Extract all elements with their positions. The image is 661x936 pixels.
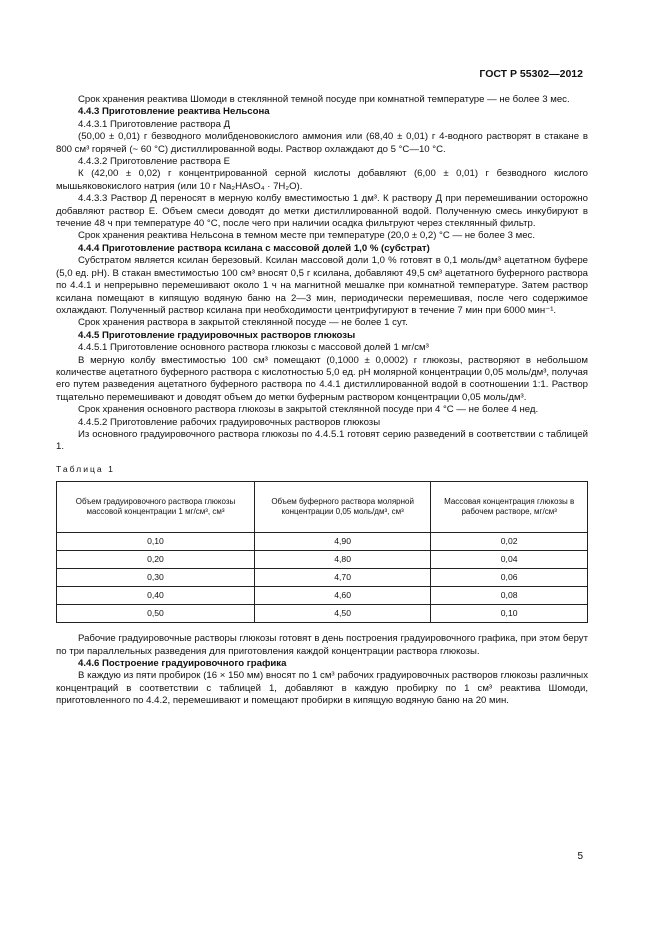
table-cell: 4,60 bbox=[254, 587, 430, 605]
table-cell: 0,06 bbox=[431, 569, 588, 587]
subheading-4-4-3-2: 4.4.3.2 Приготовление раствора Е bbox=[78, 156, 231, 168]
heading-4-4-4: 4.4.4 Приготовление раствора ксилана с массовой долей 1,0 % (субстрат) bbox=[78, 242, 430, 254]
table-cell: 4,70 bbox=[254, 569, 430, 587]
table-row bbox=[57, 533, 588, 551]
heading-4-4-5: 4.4.5 Приготовление градуировочных растворов глюкозы bbox=[78, 329, 356, 341]
table-cell: 0,20 bbox=[57, 551, 255, 569]
paragraph-4-4-3-2: К (42,00 ± 0,02) г концентрированной серной кислоты добавляют (6,00 ± 0,01) г безводного кислого мышьяковокислого натрия (или 10 г Na₂HAsO₄ · 7H₂O). bbox=[56, 168, 588, 192]
table-row bbox=[57, 605, 588, 623]
paragraph-xylan-storage: Срок хранения раствора в закрытой стеклянной посуде — не более 1 сут. bbox=[78, 317, 408, 329]
table-header-cell: Массовая концентрация глюкозы в рабочем растворе, мг/см³ bbox=[431, 482, 588, 533]
table-cell: 0,02 bbox=[431, 533, 588, 551]
table-caption: Таблица 1 bbox=[56, 463, 115, 474]
paragraph-4-4-4: Субстратом является ксилан березовый. Ксилан массовой доли 1,0 % готовят в 0,1 моль/дм³ ацетатном буфере (5,0 ед. рН). В стакан вместимостью 100 см³ вносят 0,5 г ксилана, добавляют 49,5 см³ ацетатного буферного раствора по 4.4.1 и непрерывно перемешивают около 1 ч на магнитной мешалке при комнатной температуре. Затем раствор ксилана помещают в кипящую водяную баню на 2—3 мин, периодически перемешивая, после чего содержимое охлаждают. Полученный раствор ксилана при необходимости центрифугируют в течение 7 мин при 6000 мин⁻¹. bbox=[56, 255, 588, 316]
table-row bbox=[57, 587, 588, 605]
table-cell: 0,40 bbox=[57, 587, 255, 605]
table-cell: 0,08 bbox=[431, 587, 588, 605]
table-cell: 0,50 bbox=[57, 605, 255, 623]
table-cell: 4,80 bbox=[254, 551, 430, 569]
document-body bbox=[56, 94, 588, 708]
paragraph-4-4-3-1: (50,00 ± 0,01) г безводного молибденовокислого аммония или (68,40 ± 0,01) г 4-водного растворят в стакане в 800 см³ горячей (~ 60 °С) дистиллированной воды. Раствор охлаждают до 5 °С—10 °С. bbox=[56, 131, 588, 155]
table-cell: 0,10 bbox=[431, 605, 588, 623]
paragraph-glucose-storage: Срок хранения основного раствора глюкозы в закрытой стеклянной посуде при 4 °С — не более 4 нед. bbox=[78, 404, 539, 416]
heading-4-4-6: 4.4.6 Построение градуировочного графика bbox=[78, 658, 287, 669]
table-row bbox=[57, 569, 588, 587]
subheading-4-4-5-2: 4.4.5.2 Приготовление рабочих градуировочных растворов глюкозы bbox=[78, 416, 381, 428]
page-number: 5 bbox=[577, 851, 583, 862]
table-header-cell: Объем градуировочного раствора глюкозы массовой концентрации 1 мг/см³, см³ bbox=[57, 482, 255, 533]
table-header-row bbox=[57, 482, 588, 533]
paragraph-nelson-storage: Срок хранения реактива Нельсона в темном месте при температуре (20,0 ± 0,2) °С — не более 3 мес. bbox=[78, 230, 535, 242]
table-cell: 0,10 bbox=[57, 533, 255, 551]
standard-header: ГОСТ Р 55302—2012 bbox=[479, 68, 583, 80]
heading-4-4-3: 4.4.3 Приготовление реактива Нельсона bbox=[78, 106, 270, 118]
table-cell: 0,30 bbox=[57, 569, 255, 587]
paragraph-after-table: Рабочие градуировочные растворы глюкозы готовят в день построения градуировочного графика, при этом берут по три параллельных разведения для приготовления каждой концентрации раствора глюкозы. bbox=[56, 633, 588, 657]
paragraph-4-4-5-2: Из основного градуировочного раствора глюкозы по 4.4.5.1 готовят серию разведений в соответствии с таблицей 1. bbox=[56, 428, 588, 453]
subheading-4-4-5-1: 4.4.5.1 Приготовление основного раствора глюкозы с массовой долей 1 мг/см³ bbox=[78, 342, 429, 354]
table-cell: 0,04 bbox=[431, 551, 588, 569]
table-row bbox=[57, 551, 588, 569]
table-cell: 4,50 bbox=[254, 605, 430, 623]
table-cell: 4,90 bbox=[254, 533, 430, 551]
paragraph-shomodi-storage: Срок хранения реактива Шомоди в стеклянной темной посуде при комнатной температуре — не более 3 мес. bbox=[78, 94, 570, 105]
subheading-4-4-3-1: 4.4.3.1 Приготовление раствора Д bbox=[78, 118, 231, 130]
paragraph-4-4-6: В каждую из пяти пробирок (16 × 150 мм) вносят по 1 см³ рабочих градуировочных растворов глюкозы различных концентраций в соответствии с таблицей 1, добавляют в каждую пробирку по 1 см³ реактива Шомоди, приготовленного по 4.4.2, перемешивают и помещают пробирки в кипящую водяную баню на 20 мин. bbox=[56, 670, 588, 707]
paragraph-4-4-5-1: В мерную колбу вместимостью 100 см³ помещают (0,1000 ± 0,0002) г глюкозы, растворяют в небольшом количестве ацетатного буферного раствора с кислотностью 5,0 ед. рН молярной концентрации 0,05 моль/дм³, получая его путем разведения ацетатного буферного раствора по 4.4.1 дистиллированной водой в соотношении 1:1. Раствор тщательно перемешивают и доводят объем до метки буферным раствором концентрации 0,05 моль/дм³. bbox=[56, 354, 588, 403]
table-header-cell: Объем буферного раствора молярной концентрации 0,05 моль/дм³, см³ bbox=[254, 482, 430, 533]
dilution-table bbox=[56, 481, 588, 623]
paragraph-4-4-3-3: 4.4.3.3 Раствор Д переносят в мерную колбу вместимостью 1 дм³. К раствору Д при перемешивании осторожно добавляют раствор Е. Объем смеси доводят до метки дистиллированной водой. Полученную смесь инкубируют в течение 48 ч при температуре 40 °С, после чего при наличии осадка фильтруют через стеклянный фильтр. bbox=[56, 193, 588, 230]
